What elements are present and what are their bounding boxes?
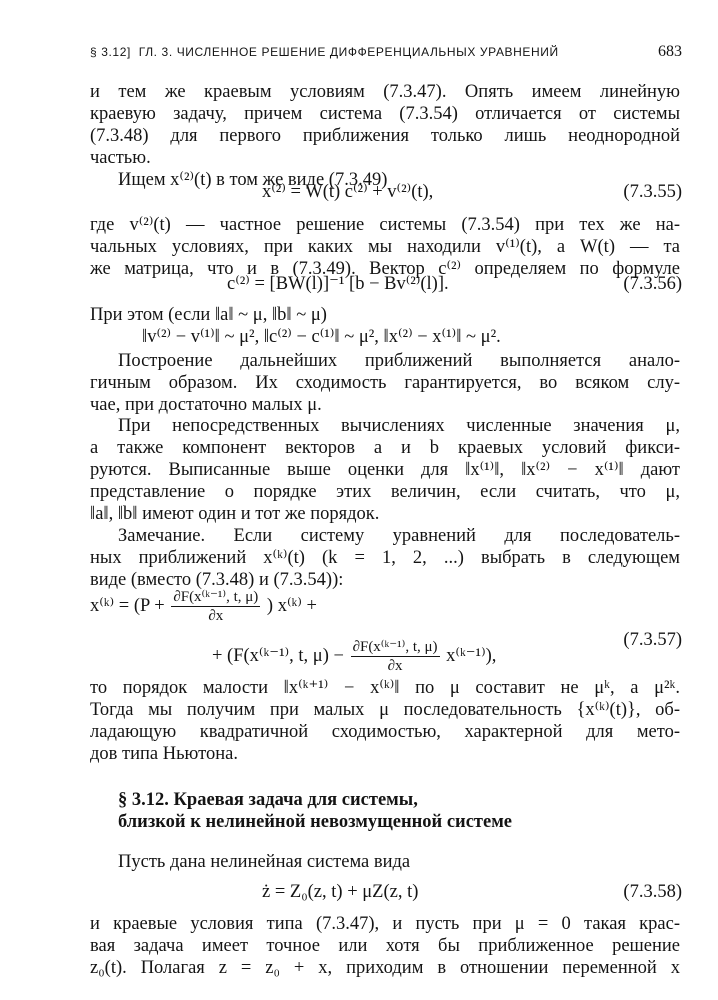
p8-line-1: то порядок малости ‖x⁽ᵏ⁺¹⁾ − x⁽ᵏ⁾‖ по μ составит не μᵏ, а μ²ᵏ. — [90, 678, 680, 698]
p7-line-3: виде (вместо (7.3.48) и (7.3.54)): — [90, 570, 344, 590]
equation-7-3-57-line-2 — [212, 638, 496, 675]
equation-7-3-55: x⁽²⁾ = W(t) c⁽²⁾ + v⁽²⁾(t), — [262, 182, 434, 202]
p7-line-2: ных приближений x⁽ᵏ⁾(t) (k = 1, 2, ...) выбрать в следующем — [90, 548, 680, 568]
equation-7-3-58: ż = Z₀(z, t) + μZ(z, t) — [262, 882, 419, 902]
eq57-line2-post: x⁽ᵏ⁻¹⁾), — [446, 645, 497, 666]
p3-line-2: чальных условиях, при каких мы находили v⁽¹⁾(t), а W(t) — та — [90, 237, 680, 257]
page-number: 683 — [658, 43, 682, 60]
p5-line-2: гичным образом. Их сходимость гарантируется, во всяком слу- — [90, 373, 680, 393]
p6-line-3: руются. Выписанные выше оценки для ‖x⁽¹⁾‖, ‖x⁽²⁾ − x⁽¹⁾‖ дают — [90, 460, 680, 480]
equation-7-3-57-line-1 — [90, 588, 317, 625]
equation-7-3-56: c⁽²⁾ = [BW(l)]⁻¹ [b − Bv⁽²⁾(l)]. — [227, 274, 449, 294]
p8-line-3: ладающую квадратичной сходимостью, характерной для мето- — [90, 722, 680, 742]
eq57-tail-1: ) x⁽ᵏ⁾ + — [266, 595, 317, 616]
eq57-fraction-1 — [171, 588, 260, 625]
eq-number-7-3-55: (7.3.55) — [623, 182, 682, 202]
p5-line-1: Построение дальнейших приближений выполняется анало- — [118, 351, 680, 371]
estimates: ‖v⁽²⁾ − v⁽¹⁾‖ ~ μ², ‖c⁽²⁾ − c⁽¹⁾‖ ~ μ², ‖x⁽²⁾ − x⁽¹⁾‖ ~ μ². — [142, 327, 501, 347]
p3-line-3: же матрица, что и в (7.3.49). Вектор c⁽²⁾ определяем по формуле — [90, 259, 680, 279]
eq57-fraction-1-numerator: ∂F(x⁽ᵏ⁻¹⁾, t, μ) — [173, 589, 259, 605]
running-header — [90, 45, 682, 65]
eq57-fraction-1-denominator: ∂x — [208, 608, 224, 624]
header-title: § 3.12] ГЛ. 3. ЧИСЛЕННОЕ РЕШЕНИЕ ДИФФЕРЕНЦИАЛЬНЫХ УРАВНЕНИЙ — [90, 45, 559, 59]
eq57-lhs: x⁽ᵏ⁾ = (P + — [90, 595, 165, 616]
p10-line-2: вая задача имеет точное или хотя бы приближенное решение — [90, 936, 680, 956]
eq57-fraction-2-denominator: ∂x — [387, 658, 403, 674]
eq-number-7-3-58: (7.3.58) — [623, 882, 682, 902]
section-heading-line-2: близкой к нелинейной невозмущенной системе — [118, 812, 513, 832]
p6-line-1: При непосредственных вычислениях численные значения μ, — [118, 416, 680, 436]
p10-line-3: z₀(t). Полагая z = z₀ + x, приходим в отношении переменной x — [90, 958, 680, 978]
eq57-fraction-2-numerator: ∂F(x⁽ᵏ⁻¹⁾, t, μ) — [352, 639, 438, 655]
p9: Пусть дана нелинейная система вида — [118, 852, 411, 872]
p7-line-1: Замечание. Если систему уравнений для последователь- — [118, 526, 680, 546]
eq-number-7-3-57: (7.3.57) — [623, 630, 682, 650]
p1-line-4: частью. — [90, 148, 151, 168]
p3-line-1: где v⁽²⁾(t) — частное решение системы (7.3.54) при тех же на- — [90, 215, 680, 235]
p6-line-2: а также компонент векторов a и b краевых условий фикси- — [90, 438, 680, 458]
p1-line-1: и тем же краевым условиям (7.3.47). Опять имеем линейную — [90, 82, 680, 102]
p10-line-1: и краевые условия типа (7.3.47), и пусть при μ = 0 такая крас- — [90, 914, 680, 934]
eq57-fraction-2 — [351, 638, 440, 675]
p4-intro: При этом (если ‖a‖ ~ μ, ‖b‖ ~ μ) — [90, 305, 327, 325]
p6-line-5: ‖a‖, ‖b‖ имеют один и тот же порядок. — [90, 504, 380, 524]
eq57-line2-pre: + (F(x⁽ᵏ⁻¹⁾, t, μ) − — [212, 645, 344, 666]
p6-line-4: представление о порядке этих величин, если считать, что μ, — [90, 482, 680, 502]
p1-line-3: (7.3.48) для первого приближения только лишь неоднородной — [90, 126, 680, 146]
p1-line-2: краевую задачу, причем система (7.3.54) отличается от системы — [90, 104, 680, 124]
p8-line-4: дов типа Ньютона. — [90, 744, 238, 764]
p2-intro: Ищем x⁽²⁾(t) в том же виде (7.3.49) — [118, 170, 388, 190]
eq-number-7-3-56: (7.3.56) — [623, 274, 682, 294]
p5-line-3: чае, при достаточно малых μ. — [90, 395, 322, 415]
p8-line-2: Тогда мы получим при малых μ последовательность {x⁽ᵏ⁾(t)}, об- — [90, 700, 680, 720]
section-heading-line-1: § 3.12. Краевая задача для системы, — [118, 790, 418, 810]
